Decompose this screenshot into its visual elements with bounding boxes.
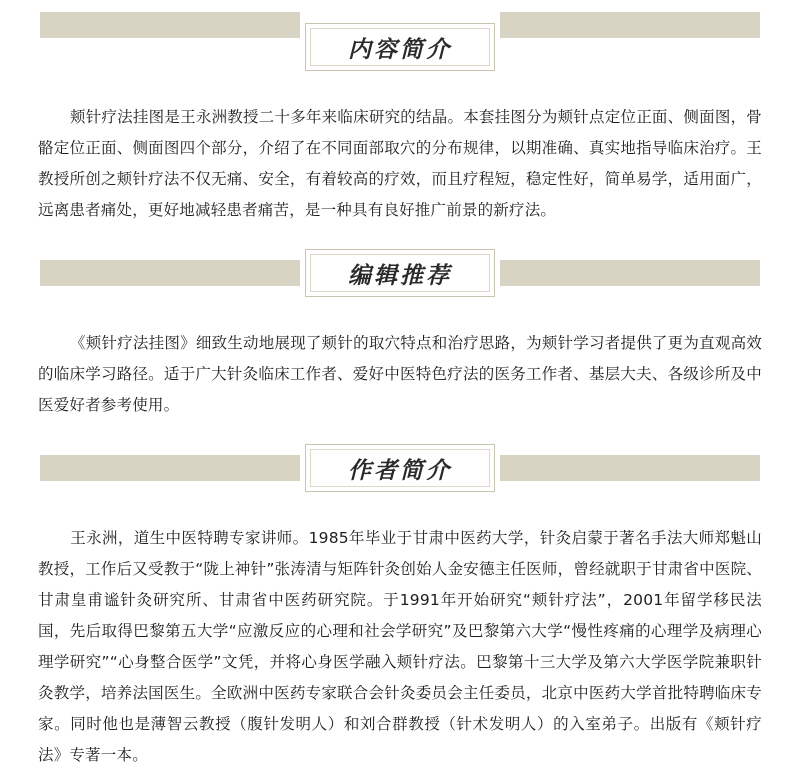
paragraph-author-intro: [0, 523, 800, 771]
paragraph-text: 颊针疗法挂图是王永洲教授二十多年来临床研究的结晶。本套挂图分为颊针点定位正面、侧面图，骨骼定位正面、侧面图四个部分，介绍了在不同面部取穴的分布规律，以期准确、真实地指导临床治疗。王教授所创之颊针疗法不仅无痛、安全，有着较高的疗效，而且疗程短，稳定性好，简单易学，适用面广，远离患者痛处，更好地减轻患者痛苦，是一种具有良好推广前景的新疗法。: [38, 108, 762, 219]
heading-title: 内容简介: [348, 35, 452, 63]
section-heading-editor-recommend: [0, 248, 800, 298]
heading-band-left: [40, 260, 300, 286]
spacer: [0, 298, 800, 328]
heading-band-left: [40, 455, 300, 481]
paragraph-text: 王永洲，道生中医特聘专家讲师。1985年毕业于甘肃中医药大学，针灸启蒙于著名手法大师郑魁山教授，工作后又受教于“陇上神针”张涛清与矩阵针灸创始人金安德主任医师，曾经就职于甘肃省中医院、甘肃皇甫谧针灸研究所、甘肃省中医药研究院。于1991年开始研究“颊针疗法”，2001年留学移民法国，先后取得巴黎第五大学“应激反应的心理和社会学研究”及巴黎第六大学“慢性疼痛的心理学及病理心理学研究”“心身整合医学”文凭，并将心身医学融入颊针疗法。巴黎第十三大学及第六大学医学院兼职针灸教学，培养法国医生。全欧洲中医药专家联合会针灸委员会主任委员，北京中医药大学首批特聘临床专家。同时他也是薄智云教授（腹针发明人）和刘合群教授（针术发明人）的入室弟子。出版有《颊针疗法》专著一本。: [38, 529, 762, 764]
paragraph-content-intro: [0, 102, 800, 226]
heading-band-right: [500, 12, 760, 38]
heading-band-left: [40, 12, 300, 38]
heading-plate: [305, 249, 495, 297]
section-heading-content-intro: [0, 0, 800, 72]
section-heading-author-intro: [0, 443, 800, 493]
paragraph-editor-recommend: [0, 328, 800, 421]
paragraph-text: 《颊针疗法挂图》细致生动地展现了颊针的取穴特点和治疗思路，为颊针学习者提供了更为直观高效的临床学习路径。适于广大针灸临床工作者、爱好中医特色疗法的医务工作者、基层大夫、各级诊所及中医爱好者参考使用。: [38, 334, 762, 414]
spacer: [0, 493, 800, 523]
spacer: [0, 226, 800, 248]
spacer: [0, 421, 800, 443]
heading-band-right: [500, 455, 760, 481]
heading-title: 编辑推荐: [348, 261, 452, 289]
heading-title: 作者简介: [348, 456, 452, 484]
spacer: [0, 72, 800, 102]
heading-band-right: [500, 260, 760, 286]
heading-plate: [305, 23, 495, 71]
heading-plate: [305, 444, 495, 492]
